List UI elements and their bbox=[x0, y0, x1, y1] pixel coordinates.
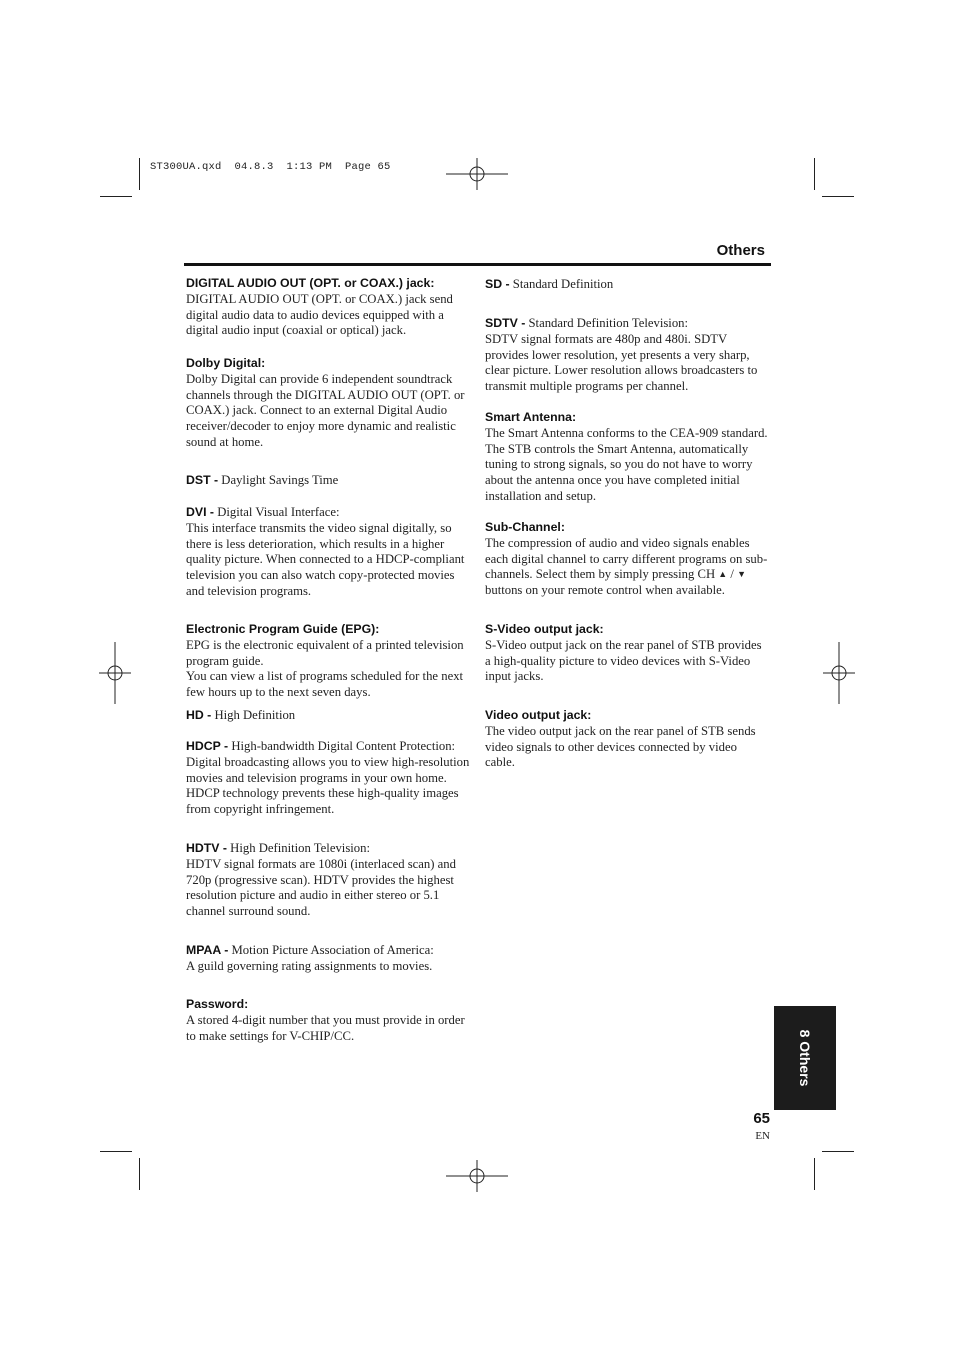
entry-heading: DIGITAL AUDIO OUT (OPT. or COAX.) jack: bbox=[186, 276, 435, 290]
language-code: EN bbox=[755, 1130, 770, 1142]
crop-mark-top-right-v bbox=[814, 158, 815, 190]
glossary-entry-video-out bbox=[485, 708, 770, 771]
triangle-up-icon: ▲ bbox=[718, 569, 728, 580]
entry-heading: S-Video output jack: bbox=[485, 622, 604, 636]
crop-mark-bottom-right-v bbox=[814, 1158, 815, 1190]
chapter-tab-label: 8 Others bbox=[797, 1029, 813, 1087]
glossary-entry-s-video bbox=[485, 622, 770, 685]
glossary-entry-sdtv bbox=[485, 316, 770, 395]
glossary-entry-hdcp bbox=[186, 739, 476, 818]
entry-body: The Smart Antenna conforms to the CEA-909 standard. The STB controls the Smart Antenna, automatically tuning to strong signals, so you do not have to worry about the antenna once you have completed initial installation and setup. bbox=[485, 425, 768, 503]
entry-body: EPG is the electronic equivalent of a printed television program guide. bbox=[186, 637, 464, 668]
entry-heading: DVI - bbox=[186, 505, 215, 519]
entry-body-text: The compression of audio and video signals enables each digital channel to carry different programs on sub-channels. Select them by simply pressing CH bbox=[485, 535, 768, 582]
glossary-entry-dolby-digital bbox=[186, 356, 471, 451]
entry-body: This interface transmits the video signal digitally, so there is less deterioration, which results in a higher quality picture. When connected to a HDCP-compliant television you can also watch copy-protected movies and television programs. bbox=[186, 520, 465, 598]
registration-mark-right bbox=[823, 642, 855, 704]
entry-inline-definition: High Definition Television: bbox=[230, 841, 371, 855]
entry-heading: SDTV - bbox=[485, 316, 526, 330]
crop-mark-bottom-left-h bbox=[100, 1151, 132, 1152]
entry-heading: Password: bbox=[186, 997, 249, 1011]
entry-heading: Sub-Channel: bbox=[485, 520, 565, 534]
entry-inline-definition: Daylight Savings Time bbox=[221, 473, 339, 487]
crop-mark-bottom-left-v bbox=[139, 1158, 140, 1190]
glossary-entry-smart-antenna bbox=[485, 410, 770, 505]
glossary-entry-sub-channel bbox=[485, 520, 770, 599]
glossary-entry-hd bbox=[186, 708, 295, 724]
glossary-entry-mpaa bbox=[186, 943, 434, 975]
header-rule bbox=[184, 263, 771, 266]
entry-body: Digital broadcasting allows you to view high-resolution movies and television programs in your own home. HDCP technology prevents these high-quality images from copyright infringement. bbox=[186, 754, 470, 817]
entry-heading: HD - bbox=[186, 708, 212, 722]
entry-heading: Electronic Program Guide (EPG): bbox=[186, 622, 380, 636]
entry-body-tail: buttons on your remote control when available. bbox=[485, 583, 725, 598]
chapter-tab bbox=[774, 1006, 836, 1110]
glossary-entry-password bbox=[186, 997, 471, 1044]
crop-mark-bottom-right-h bbox=[822, 1151, 854, 1152]
entry-heading: HDCP - bbox=[186, 739, 229, 753]
crop-mark-top-left-v bbox=[139, 158, 140, 190]
entry-body-continued: You can view a list of programs scheduled for the next few hours up to the next seven days. bbox=[186, 669, 464, 700]
entry-body: A guild governing rating assignments to movies. bbox=[186, 958, 433, 973]
entry-body: The compression of audio and video signals enables each digital channel to carry different programs on sub-channels. Select them by simply pressing CH ▲ / ▼ buttons on your remote control when available. bbox=[485, 535, 768, 598]
entry-inline-definition: Standard Definition bbox=[512, 277, 614, 291]
entry-body: The video output jack on the rear panel of STB sends video signals to other devices connected by video cable. bbox=[485, 723, 756, 770]
entry-body: Dolby Digital can provide 6 independent soundtrack channels through the DIGITAL AUDIO OUT (OPT. or COAX.) jack. Connect to an external Digital Audio receiver/decoder to enjoy more dynamic and realistic sound at home. bbox=[186, 371, 465, 449]
entry-inline-definition: High Definition bbox=[214, 708, 296, 722]
glossary-entry-dvi bbox=[186, 505, 471, 600]
registration-mark-left bbox=[99, 642, 131, 704]
entry-inline-definition: Digital Visual Interface: bbox=[217, 505, 340, 519]
section-title: Others bbox=[716, 242, 765, 259]
entry-heading: DST - bbox=[186, 473, 219, 487]
glossary-entry-digital-audio-out bbox=[186, 276, 471, 339]
crop-mark-top-right-h bbox=[822, 196, 854, 197]
glossary-entry-sd bbox=[485, 277, 613, 293]
entry-heading: SD - bbox=[485, 277, 510, 291]
entry-body: SDTV signal formats are 480p and 480i. SDTV provides lower resolution, yet presents a very sharp, clear picture. Lower resolution allows broadcasters to transmit multiple programs per channel. bbox=[485, 331, 758, 394]
glossary-entry-hdtv bbox=[186, 841, 476, 920]
printer-slug-line: ST300UA.qxd 04.8.3 1:13 PM Page 65 bbox=[150, 161, 391, 173]
registration-mark-top bbox=[446, 158, 508, 190]
entry-body: DIGITAL AUDIO OUT (OPT. or COAX.) jack send digital audio data to audio devices equipped with a digital audio input (coaxial or optical) jack. bbox=[186, 291, 453, 338]
glossary-entry-dst bbox=[186, 473, 338, 489]
entry-body: HDTV signal formats are 1080i (interlaced scan) and 720p (progressive scan). HDTV provides the highest resolution picture and audio in either stereo or 5.1 channel surround sound. bbox=[186, 856, 456, 919]
entry-body: S-Video output jack on the rear panel of STB provides a high-quality picture to video devices with S-Video input jacks. bbox=[485, 637, 762, 684]
entry-body: A stored 4-digit number that you must provide in order to make settings for V-CHIP/CC. bbox=[186, 1012, 465, 1043]
entry-inline-definition: Standard Definition Television: bbox=[528, 316, 689, 330]
page-number: 65 bbox=[753, 1110, 770, 1127]
registration-mark-bottom bbox=[446, 1160, 508, 1192]
entry-inline-definition: High-bandwidth Digital Content Protection: bbox=[231, 739, 456, 753]
entry-heading: Smart Antenna: bbox=[485, 410, 577, 424]
entry-heading: Video output jack: bbox=[485, 708, 592, 722]
crop-mark-top-left-h bbox=[100, 196, 132, 197]
triangle-down-icon: ▼ bbox=[737, 569, 746, 580]
entry-heading: Dolby Digital: bbox=[186, 356, 266, 370]
entry-inline-definition: Motion Picture Association of America: bbox=[231, 943, 434, 957]
entry-heading: HDTV - bbox=[186, 841, 227, 855]
entry-heading: MPAA - bbox=[186, 943, 229, 957]
glossary-entry-epg bbox=[186, 622, 471, 701]
